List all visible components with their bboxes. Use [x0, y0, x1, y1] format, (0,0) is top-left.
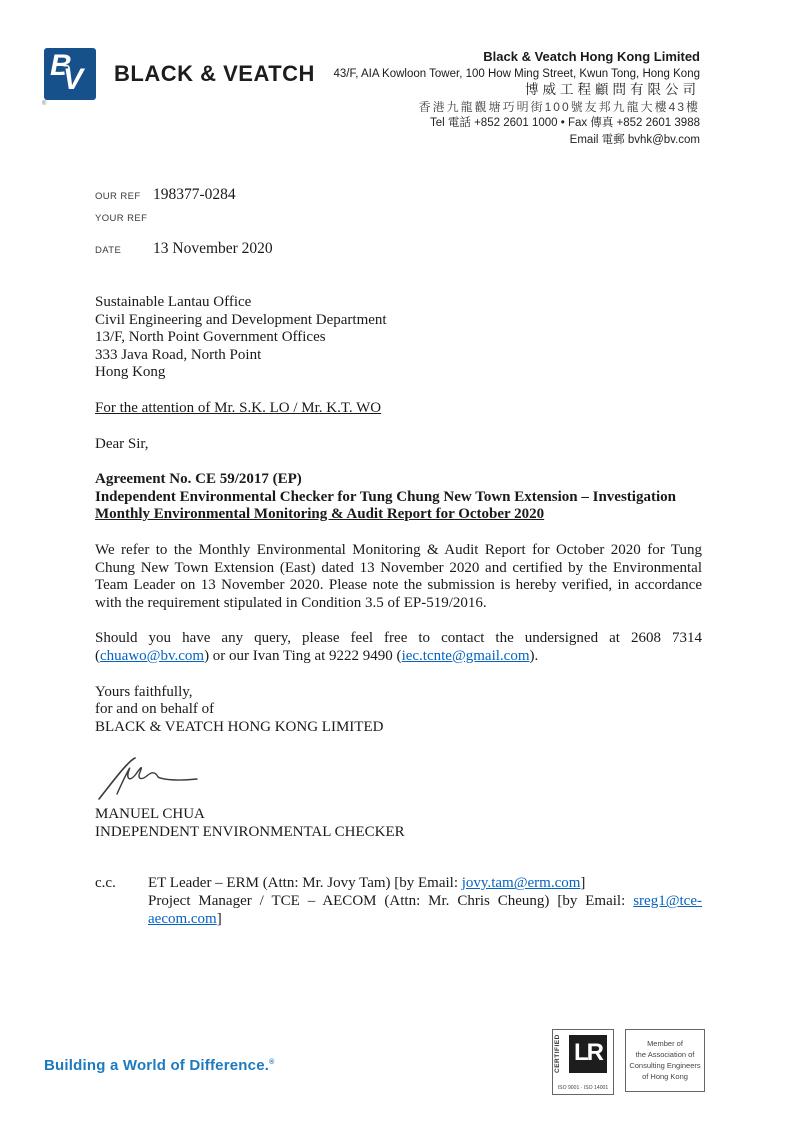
email-link-chuawo[interactable]: chuawo@bv.com: [100, 647, 205, 664]
paragraph-2-text: ).: [529, 647, 539, 664]
ace-membership-logo: [625, 1029, 705, 1092]
recipient-line: 13/F, North Point Government Offices: [95, 329, 326, 346]
member-line: the Association of: [635, 1050, 695, 1059]
date-value: 13 November 2020: [153, 240, 273, 257]
your-ref-label: YOUR REF: [95, 213, 148, 224]
subject-line-2: Independent Environmental Checker for Tung Chung New Town Extension – Investigation: [95, 488, 676, 505]
closing-line-2: for and on behalf of: [95, 701, 215, 718]
date-label: DATE: [95, 245, 122, 256]
registered-mark: ®: [42, 101, 47, 107]
cc-label: c.c.: [95, 875, 116, 892]
our-ref-label: OUR REF: [95, 191, 141, 202]
member-line: Member of: [647, 1039, 683, 1048]
our-ref-row: [95, 186, 273, 203]
bv-logo-icon: [42, 48, 96, 107]
tagline-registered-mark: ®: [269, 1059, 275, 1066]
subject-line-3: Monthly Environmental Monitoring & Audit Report for October 2020: [95, 506, 545, 523]
company-address-en: 43/F, AIA Kowloon Tower, 100 How Ming Street, Kwun Tong, Hong Kong: [333, 67, 700, 80]
bv-logo-letter-b: B: [50, 49, 72, 82]
paragraph-2-text: Should you have any query, please feel free to contact the undersigned at 2608 7314 (: [95, 630, 702, 664]
cc-entry-1: [148, 875, 702, 893]
company-name-zh: 博威工程顧問有限公司: [525, 82, 700, 97]
company-wordmark: BLACK & VEATCH: [114, 61, 315, 86]
paragraph-2: [95, 630, 702, 665]
lr-certification-logo: [552, 1029, 614, 1095]
company-name: Black & Veatch Hong Kong Limited: [483, 49, 700, 64]
your-ref-row: [95, 213, 273, 230]
brand-tagline: [44, 1057, 274, 1074]
date-row: [95, 240, 273, 257]
member-line: of Hong Kong: [642, 1072, 688, 1081]
cc-entry-2: [148, 893, 702, 928]
cc-entry-1-text: ]: [580, 875, 586, 892]
member-line: Consulting Engineers: [629, 1061, 701, 1070]
paragraph-2-text: ) or our Ivan Ting at 9222 9490 (: [204, 647, 402, 664]
company-address-zh: 香港九龍觀塘巧明街100號友邦九龍大樓43樓: [418, 99, 700, 114]
email-link-jovy[interactable]: jovy.tam@erm.com: [461, 875, 581, 892]
signatory-title: INDEPENDENT ENVIRONMENTAL CHECKER: [95, 823, 405, 840]
email-link-sreg1[interactable]: sreg1@tce-aecom.com: [148, 893, 702, 927]
closing-line-3: BLACK & VEATCH HONG KONG LIMITED: [95, 718, 384, 735]
signature-image: [95, 754, 702, 806]
certified-label: CERTIFIED: [554, 1034, 561, 1074]
bv-logo-letter-v: V: [63, 63, 84, 96]
signatory-name: MANUEL CHUA: [95, 806, 205, 823]
subject-line-1: Agreement No. CE 59/2017 (EP): [95, 471, 302, 488]
closing-block: [95, 684, 702, 737]
email-link-iec[interactable]: iec.tcnte@gmail.com: [401, 647, 530, 664]
reference-block: [95, 186, 273, 267]
cc-entry-2-text: ]: [216, 910, 222, 927]
closing-line-1: Yours faithfully,: [95, 683, 193, 700]
cc-entry-1-text: ET Leader – ERM (Attn: Mr. Jovy Tam) [by Email:: [148, 875, 462, 892]
our-ref-value: 198377-0284: [153, 186, 236, 203]
recipient-line: 333 Java Road, North Point: [95, 346, 262, 363]
lr-logo-icon: LR: [569, 1035, 607, 1073]
subject-block: [95, 471, 702, 524]
tagline-text: Building a World of Difference.: [44, 1057, 270, 1074]
attention-line: For the attention of Mr. S.K. LO / Mr. K.T. WO: [95, 399, 382, 416]
cc-entries: [148, 875, 702, 928]
salutation: Dear Sir,: [95, 435, 149, 452]
company-tel-fax: Tel 電話 +852 2601 1000 • Fax 傳真 +852 2601 3988: [430, 117, 700, 129]
iso-standards-label: ISO 9001 · ISO 14001: [557, 1085, 609, 1091]
recipient-line: Sustainable Lantau Office: [95, 294, 252, 310]
company-email: Email 電郵 bvhk@bv.com: [569, 133, 700, 146]
paragraph-1: We refer to the Monthly Environmental Monitoring & Audit Report for October 2020 for Tung Chung New Town Extension (East) dated 13 November 2020 and certified by the Environmental Team Leader on 13 November 2020. Please note the submission is hereby verified, in accordance with the requirement stipulated in Condition 3.5 of EP-519/2016.: [95, 541, 702, 611]
letter-body: [95, 294, 702, 928]
recipient-line: Civil Engineering and Development Department: [95, 311, 387, 328]
cc-entry-2-text: Project Manager / TCE – AECOM (Attn: Mr. Chris Cheung) [by Email:: [148, 893, 634, 910]
recipient-line: Hong Kong: [95, 364, 166, 381]
recipient-address: [95, 294, 702, 382]
letterhead-address-block: [240, 49, 700, 148]
cc-block: [95, 875, 702, 928]
